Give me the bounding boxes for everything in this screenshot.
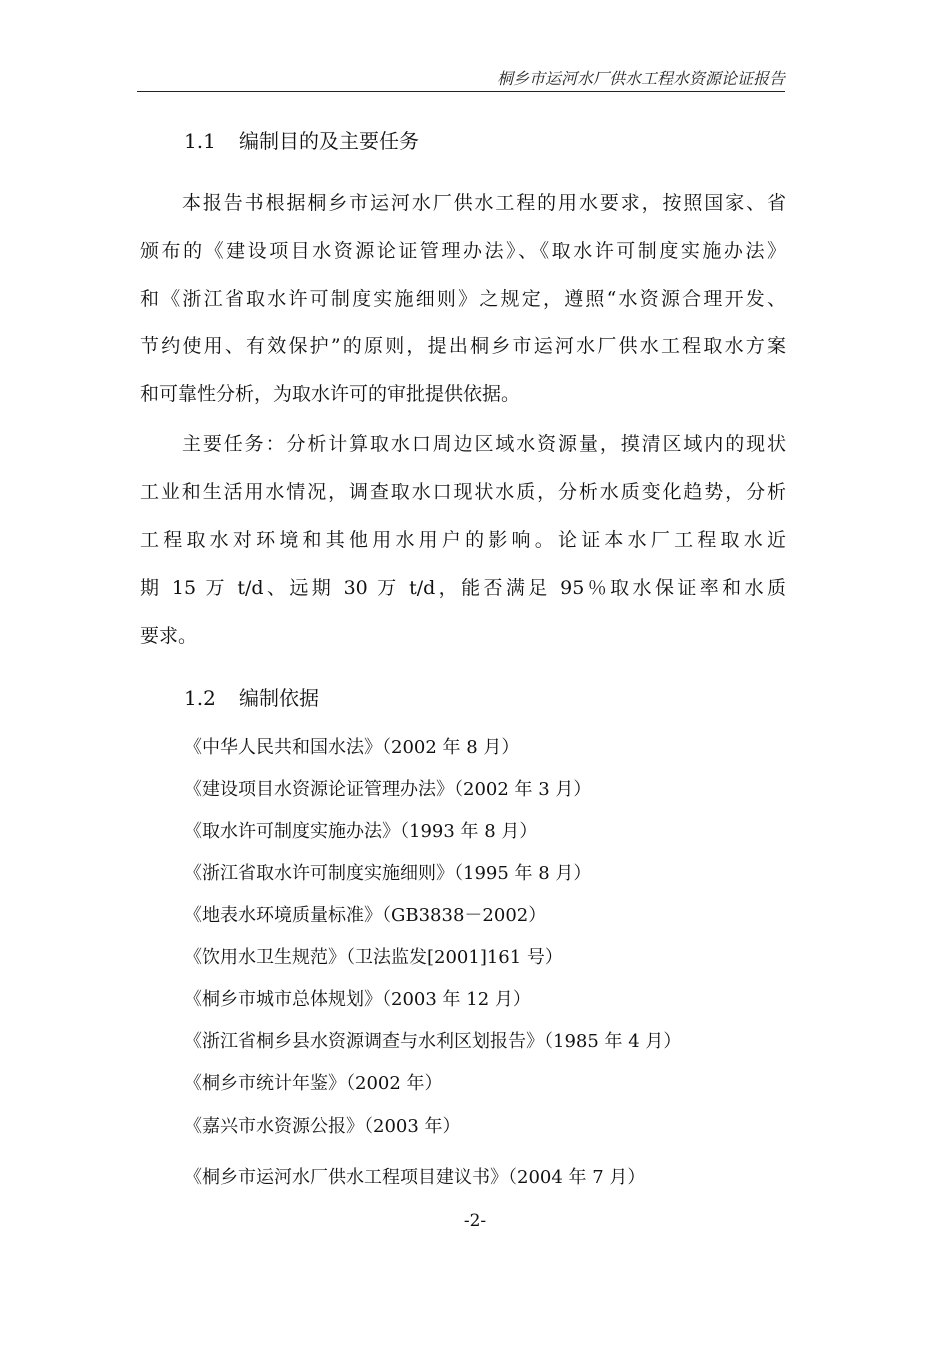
reference-item: 《桐乡市运河水厂供水工程项目建议书》（2004 年 7 月） bbox=[184, 1167, 646, 1188]
reference-item: 《嘉兴市水资源公报》（2003 年） bbox=[184, 1116, 461, 1137]
reference-item: 《浙江省取水许可制度实施细则》（1995 年 8 月） bbox=[184, 863, 592, 884]
paragraph-line: 主要任务：分析计算取水口周边区域水资源量，摸清区域内的现状 bbox=[182, 433, 786, 455]
paragraph-line: 工程取水对环境和其他用水用户的影响。论证本水厂工程取水近 bbox=[140, 529, 786, 551]
paragraph-line: 和《浙江省取水许可制度实施细则》之规定，遵照“水资源合理开发、 bbox=[140, 288, 786, 310]
reference-item: 《浙江省桐乡县水资源调查与水利区划报告》（1985 年 4 月） bbox=[184, 1031, 682, 1052]
paragraph-line: 工业和生活用水情况，调查取水口现状水质，分析水质变化趋势，分析 bbox=[140, 481, 786, 503]
section-number: 1.1 bbox=[184, 129, 216, 153]
paragraph-line: 颁布的《建设项目水资源论证管理办法》、《取水许可制度实施办法》 bbox=[140, 240, 786, 262]
reference-item: 《地表水环境质量标准》（GB3838－2002） bbox=[184, 905, 547, 926]
paragraph-line: 和可靠性分析，为取水许可的审批提供依据。 bbox=[140, 383, 521, 405]
reference-item: 《建设项目水资源论证管理办法》（2002 年 3 月） bbox=[184, 779, 592, 800]
reference-item: 《桐乡市统计年鉴》（2002 年） bbox=[184, 1073, 443, 1094]
paragraph-line: 节约使用、有效保护”的原则，提出桐乡市运河水厂供水工程取水方案 bbox=[140, 335, 786, 357]
reference-item: 《取水许可制度实施办法》（1993 年 8 月） bbox=[184, 821, 538, 842]
section-heading-1-2 bbox=[184, 682, 319, 711]
header-divider bbox=[137, 91, 785, 92]
reference-item: 《桐乡市城市总体规划》（2003 年 12 月） bbox=[184, 989, 531, 1010]
section-title: 编制目的及主要任务 bbox=[239, 129, 419, 153]
paragraph-line: 本报告书根据桐乡市运河水厂供水工程的用水要求，按照国家、省 bbox=[182, 192, 786, 214]
paragraph-line: 要求。 bbox=[140, 625, 198, 647]
page-number: -2- bbox=[463, 1211, 487, 1231]
reference-item: 《饮用水卫生规范》（卫法监发[2001]161 号） bbox=[184, 947, 563, 968]
paragraph-line: 期 15 万 t/d、远期 30 万 t/d，能否满足 95％取水保证率和水质 bbox=[140, 577, 786, 599]
reference-item: 《中华人民共和国水法》（2002 年 8 月） bbox=[184, 737, 520, 758]
section-title: 编制依据 bbox=[239, 686, 319, 710]
section-heading-1-1 bbox=[184, 125, 419, 154]
section-number: 1.2 bbox=[184, 686, 216, 710]
header-title: 桐乡市运河水厂供水工程水资源论证报告 bbox=[496, 69, 785, 88]
